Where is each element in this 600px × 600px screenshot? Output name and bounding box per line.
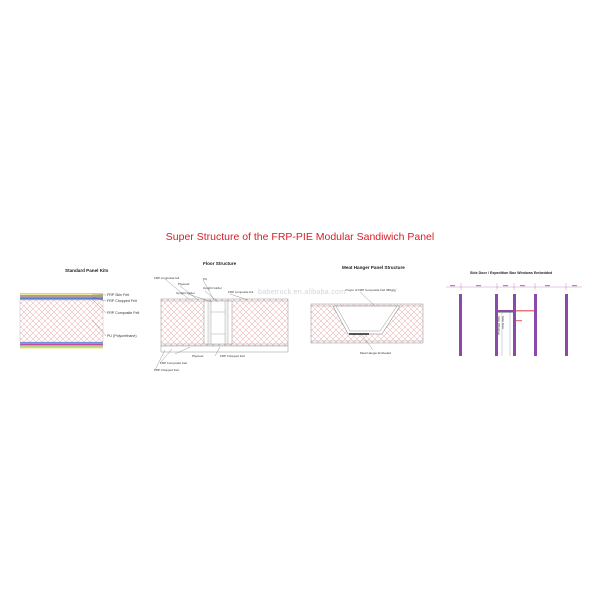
side-label-windows: Side Windows [497,316,501,336]
label-pu: PU (Polyurethane) [107,334,137,338]
side-door-title: Side Door / Expedition Box Windows Embedded [470,271,553,275]
side-dimension-lines [446,283,582,290]
floor-label-frp-chopped-felt: FRP Chopped Felt [220,354,245,358]
floor-label-upright-girder-right: Upright Girder [203,286,222,290]
label-frp-skin-felt: FRP Skin Felt [107,293,130,297]
label-frp-chopped-felt: FRP Chopped Felt [107,299,137,303]
floor-label-frp-composite-felt-bottom: FRP Composite Felt [160,361,187,365]
label-frp-composite-felt: FRP Composite Felt [107,311,140,315]
floor-label-upright-girder-left: Upright Girder [176,291,195,295]
floor-label-frp-composite-felt-top: FRP composite felt [154,276,180,280]
floor-label-frp-composite-felt-right: FRP composite felt [228,290,254,294]
meat-hanger-title: Meat Hanger Panel Structure [342,265,405,270]
meat-label-frp-composite-felt: 2 layer of FRP Composite Felt 350g/㎡ [345,288,397,292]
floor-label-plywood-top: Plywood [178,282,190,286]
floor-label-pu: PU [203,277,208,281]
floor-label-frp-chopped-felt-bottom: FRP Chopped Felt [154,368,179,372]
meat-label-hanger-embedded: Meat Hanger Embeded [360,351,392,355]
diagram-title: Super Structure of the FRP-PIE Modular Sandiwich Panel [165,231,435,243]
side-label-door: Side Door [501,316,505,330]
side-dimension-marks [450,285,577,286]
standard-panel-title: Standard Panel Kits [65,268,109,273]
floor-label-plywood-bottom: Plywood [192,354,204,358]
watermark: babetruck.en.alibaba.com [258,289,346,296]
side-posts [459,294,568,356]
floor-structure-title: Floor Structure [203,261,237,266]
